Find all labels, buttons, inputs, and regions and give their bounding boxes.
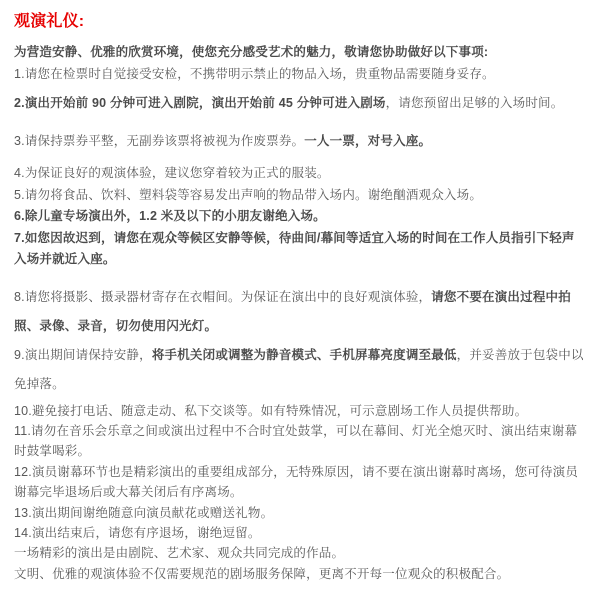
item-9-normal-tail: ，并妥善放于包袋中以免掉落。: [14, 347, 584, 391]
etiquette-item-9: [14, 341, 586, 399]
etiquette-item-11: 11.请勿在音乐会乐章之间或演出过程中不合时宜处鼓掌，可以在幕间、灯光全熄灭时、演出结束谢幕时鼓掌喝彩。: [14, 423, 578, 459]
etiquette-item-10: 10.避免接打电话、随意走动、私下交谈等。如有特殊情况，可示意剧场工作人员提供帮助。: [14, 403, 528, 418]
page-title: 观演礼仪:: [14, 13, 85, 30]
etiquette-item-5: 5.请勿将食品、饮料、塑料袋等容易发出声响的物品带入场内。谢绝酗酒观众入场。: [14, 187, 483, 202]
closing-line-1: 一场精彩的演出是由剧院、艺术家、观众共同完成的作品。: [14, 546, 345, 561]
item-2-bold-text: 2.演出开始前 90 分钟可进入剧院，演出开始前 45 分钟可进入剧场: [14, 96, 386, 110]
etiquette-item-4: 4.为保证良好的观演体验，建议您穿着较为正式的服装。: [14, 166, 330, 180]
item-2-normal-text: ，请您预留出足够的入场时间。: [385, 96, 564, 110]
etiquette-item-6: 6.除儿童专场演出外，1.2 米及以下的小朋友谢绝入场。: [14, 209, 326, 223]
etiquette-item-13: 13.演出期间谢绝随意向演员献花或赠送礼物。: [14, 505, 274, 520]
intro-block: [14, 42, 586, 85]
items-4-to-7-block: [14, 163, 586, 271]
intro-text: 为营造安静、优雅的欣赏环境，使您充分感受艺术的魅力，敬请您协助做好以下事项:: [14, 45, 489, 59]
item-3-bold-text: 一人一票，对号入座。: [304, 133, 432, 148]
item-9-normal-lead: 9.演出期间请保持安静，: [14, 347, 152, 362]
etiquette-item-7: 7.如您因故迟到，请您在观众等候区安静等候，待曲间/幕间等适宜入场的时间在工作人员指引下轻声入场并就近入座。: [14, 230, 575, 266]
etiquette-item-2: [14, 93, 586, 115]
item-8-normal-text: 8.请您将摄影、摄录器材寄存在衣帽间。为保证在演出中的良好观演体验，: [14, 289, 432, 304]
item-3-normal-text: 3.请保持票券平整，无副券该票将被视为作废票券。: [14, 133, 305, 148]
item-9-bold-text: 将手机关闭或调整为静音模式、手机屏幕亮度调至最低: [151, 347, 457, 362]
items-10-to-14-block: [14, 401, 586, 585]
etiquette-item-12: 12.演员谢幕环节也是精彩演出的重要组成部分，无特殊原因，请不要在演出谢幕时离场，您可待演员谢幕完毕退场后或大幕关闭后有序离场。: [14, 464, 579, 500]
etiquette-item-14: 14.演出结束后，请您有序退场，谢绝逗留。: [14, 525, 261, 540]
item-8-bold-text: 请您不要在演出过程中拍照、录像、录音，切勿使用闪光灯。: [14, 289, 571, 333]
etiquette-item-8: [14, 283, 586, 341]
etiquette-item-3: [14, 131, 586, 153]
closing-line-2: 文明、优雅的观演体验不仅需要规范的剧场服务保障，更离不开每一位观众的积极配合。: [14, 566, 510, 581]
etiquette-item-1: 1.请您在检票时自觉接受安检，不携带明示禁止的物品入场，贵重物品需要随身妥存。: [14, 66, 495, 81]
